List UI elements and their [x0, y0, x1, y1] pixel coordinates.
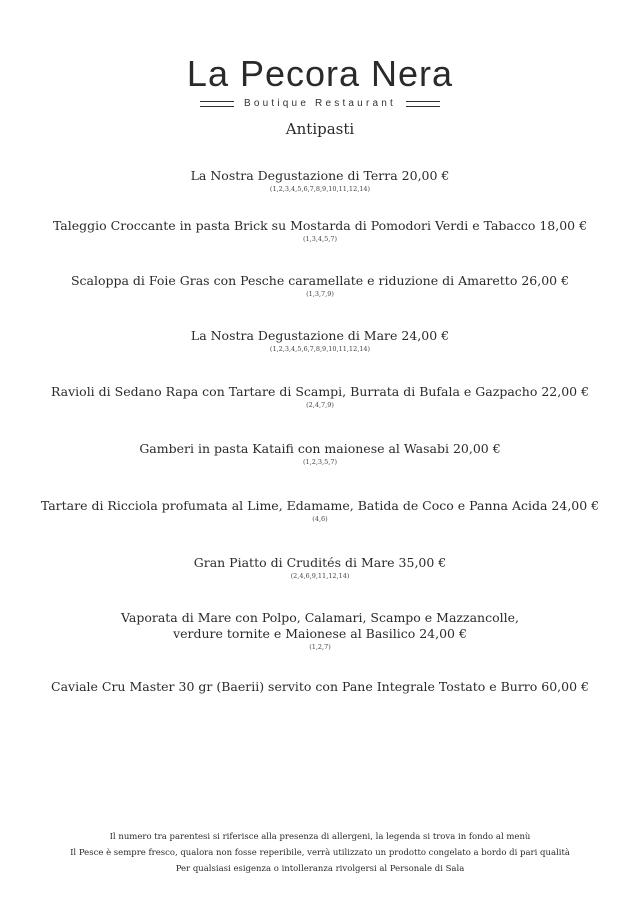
dish-item [0, 610, 640, 652]
dish-item [0, 218, 640, 244]
dish-allergens: (1,2,3,4,5,6,7,8,9,10,11,12,14) [269, 345, 371, 353]
dish-item [0, 555, 640, 581]
left-divider [200, 101, 234, 107]
dish-list [0, 168, 640, 695]
dish-allergens: (2,4,7,9) [306, 401, 334, 409]
dish-item [0, 168, 640, 194]
dish-name: Caviale Cru Master 30 gr (Baerii) servito con Pane Integrale Tostato e Burro 60,00 € [51, 679, 589, 694]
dish-allergens: (1,2,3,5,7) [302, 458, 337, 466]
tagline: Boutique Restaurant [244, 98, 396, 109]
dish-item [0, 328, 640, 354]
restaurant-header [0, 52, 640, 109]
dish-name: Taleggio Croccante in pasta Brick su Mostarda di Pomodori Verdi e Tabacco 18,00 € [52, 218, 588, 233]
dish-allergens: (1,3,4,5,7) [302, 235, 337, 243]
dish-name: Scaloppa di Foie Gras con Pesche caramellate e riduzione di Amaretto 26,00 € [70, 273, 570, 288]
dish-name: La Nostra Degustazione di Terra 20,00 € [190, 168, 450, 183]
restaurant-logo: La Pecora Nera [186, 53, 454, 94]
dish-allergens: (1,2,3,4,5,6,7,8,9,10,11,12,14) [269, 185, 371, 193]
dish-allergens: (1,3,7,9) [306, 290, 334, 298]
right-divider [406, 101, 440, 107]
dish-item [0, 384, 640, 410]
tagline-row [0, 98, 640, 109]
dish-name: Ravioli di Sedano Rapa con Tartare di Scampi, Burrata di Bufala e Gazpacho 22,00 € [50, 384, 590, 399]
dish-item [0, 498, 640, 524]
fish-note: Il Pesce è sempre fresco, qualora non fosse reperibile, verrà utilizzato un prodotto congelato a bordo di pari qualità [70, 848, 570, 858]
dish-name: Vaporata di Mare con Polpo, Calamari, Scampo e Mazzancolle, verdure tornite e Maionese al Basilico 24,00 € [120, 610, 519, 641]
dish-item [0, 273, 640, 299]
dish-name: Gran Piatto di Crudités di Mare 35,00 € [193, 555, 447, 570]
dish-item [0, 679, 640, 695]
section-title: Antipasti [285, 120, 355, 138]
dish-allergens: (1,2,7) [309, 643, 331, 651]
dish-name: La Nostra Degustazione di Mare 24,00 € [190, 328, 450, 343]
intolerance-note: Per qualsiasi esigenza o intolleranza rivolgersi al Personale di Sala [175, 864, 465, 874]
dish-allergens: (4,6) [312, 515, 328, 523]
dish-item [0, 441, 640, 467]
menu-footer [0, 829, 640, 877]
dish-name: Gamberi in pasta Kataifi con maionese al Wasabi 20,00 € [139, 441, 501, 456]
allergen-note: Il numero tra parentesi si riferisce alla presenza di allergeni, la legenda si trova in fondo al menù [109, 832, 531, 842]
dish-name: Tartare di Ricciola profumata al Lime, Edamame, Batida de Coco e Panna Acida 24,00 € [40, 498, 600, 513]
dish-allergens: (2,4,6,9,11,12,14) [290, 572, 350, 580]
